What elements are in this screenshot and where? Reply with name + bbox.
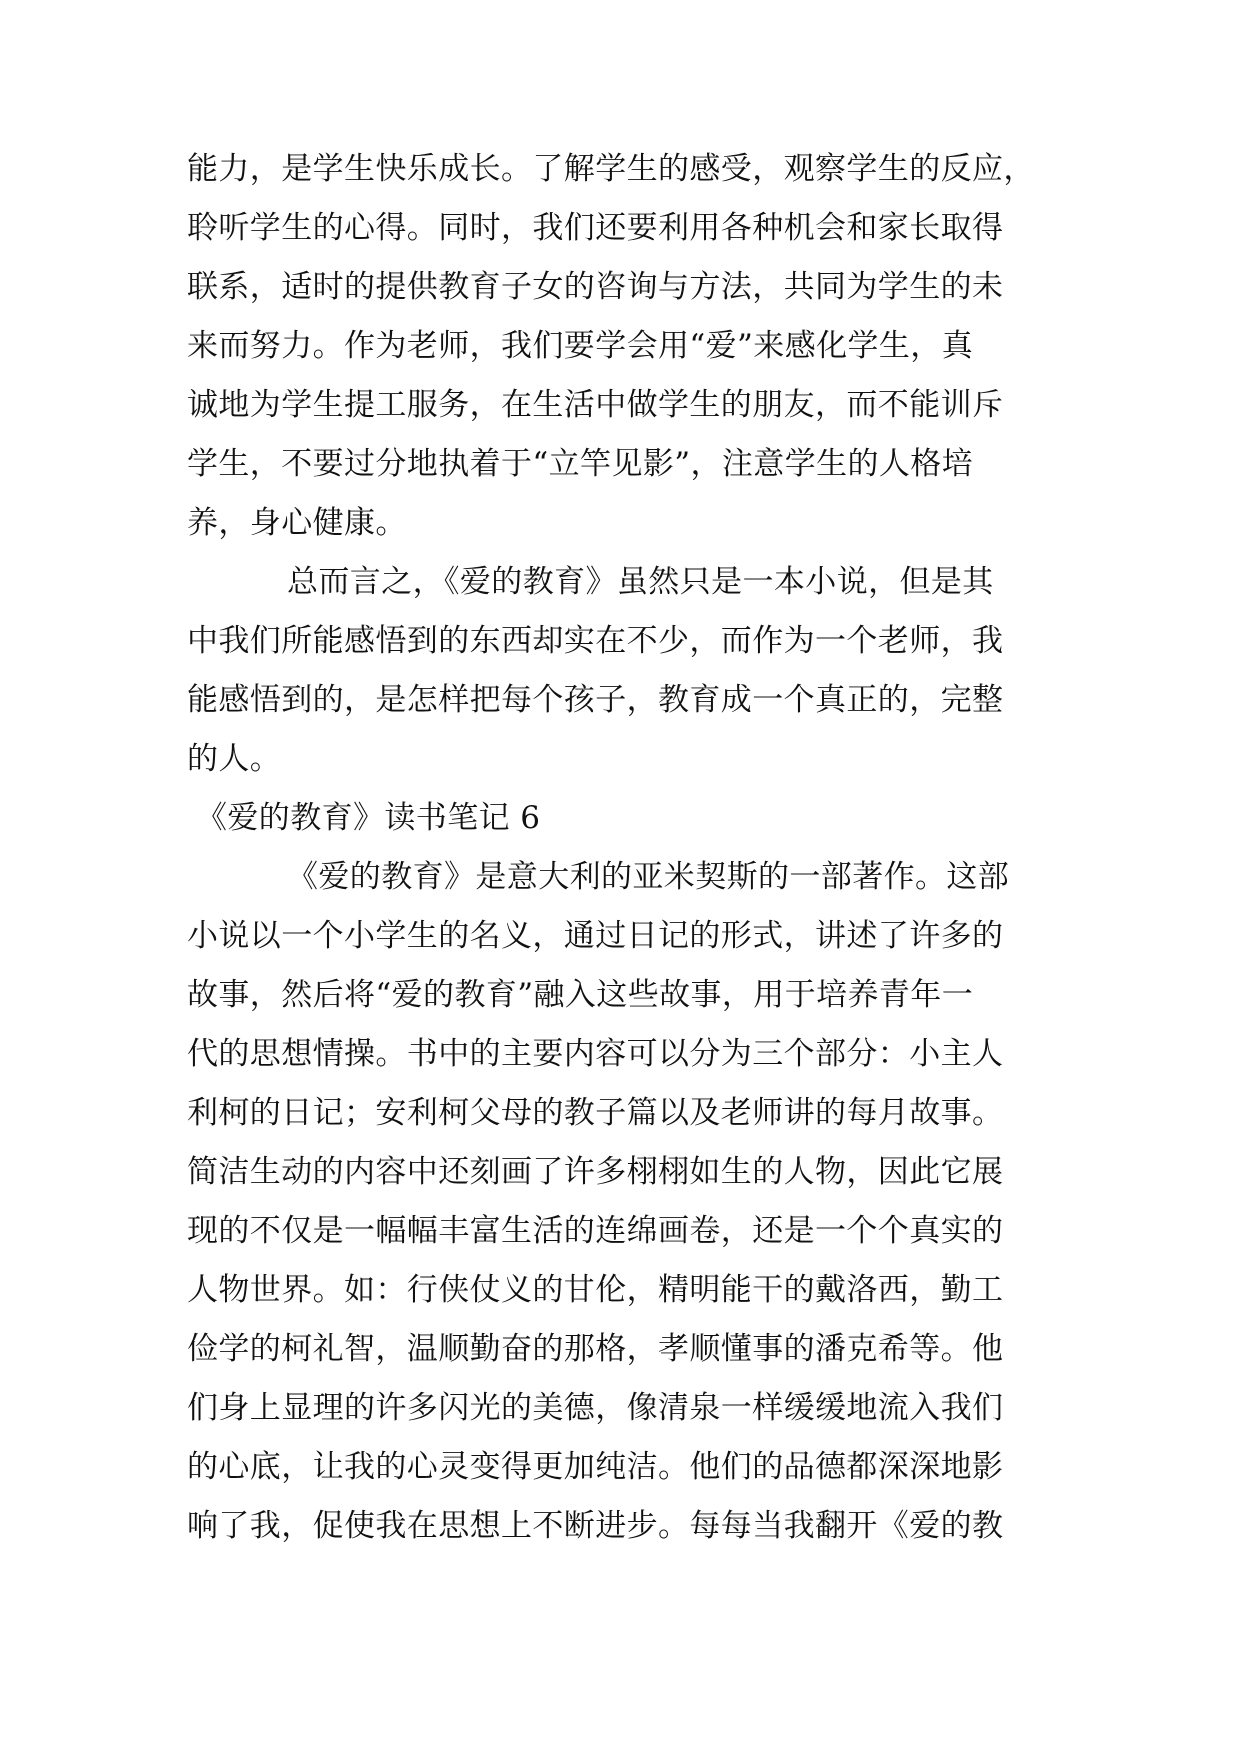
text-line: 能感悟到的，是怎样把每个孩子，教育成一个真正的，完整 [187, 682, 1004, 718]
text-line: 联系，适时的提供教育子女的咨询与方法，共同为学生的未 [187, 269, 1004, 305]
text-line: 能力，是学生快乐成长。了解学生的感受，观察学生的反应， [187, 151, 1035, 187]
section-heading: 《爱的教育》读书笔记 6 [196, 800, 541, 836]
paragraph-first-line: 总而言之，《爱的教育》虽然只是一本小说，但是其 [287, 564, 994, 600]
text-line: 故事，然后将“爱的教育”融入这些故事，用于培养青年一 [187, 977, 974, 1013]
text-line: 来而努力。作为老师，我们要学会用“爱”来感化学生，真 [187, 328, 974, 364]
text-line: 人物世界。如：行侠仗义的甘伦，精明能干的戴洛西，勤工 [187, 1272, 1004, 1308]
text-line: 简洁生动的内容中还刻画了许多栩栩如生的人物，因此它展 [187, 1154, 1004, 1190]
text-line: 小说以一个小学生的名义，通过日记的形式，讲述了许多的 [187, 918, 1004, 954]
text-line: 现的不仅是一幅幅丰富生活的连绵画卷，还是一个个真实的 [187, 1213, 1004, 1249]
text-line: 的心底，让我的心灵变得更加纯洁。他们的品德都深深地影 [187, 1449, 1004, 1485]
text-line: 养，身心健康。 [187, 505, 407, 541]
text-line: 响了我，促使我在思想上不断进步。每每当我翻开《爱的教 [187, 1508, 1004, 1544]
text-line: 代的思想情操。书中的主要内容可以分为三个部分：小主人 [187, 1036, 1004, 1072]
text-line: 们身上显理的许多闪光的美德，像清泉一样缓缓地流入我们 [187, 1390, 1004, 1426]
text-line: 学生，不要过分地执着于“立竿见影”，注意学生的人格培 [187, 446, 974, 482]
text-line: 利柯的日记；安利柯父母的教子篇以及老师讲的每月故事。 [187, 1095, 1004, 1131]
text-line: 的人。 [187, 741, 282, 777]
paragraph-first-line: 《爱的教育》是意大利的亚米契斯的一部著作。这部 [287, 859, 1010, 895]
body-text [187, 140, 1057, 1556]
text-line: 俭学的柯礼智，温顺勤奋的那格，孝顺懂事的潘克希等。他 [187, 1331, 1004, 1367]
text-line: 中我们所能感悟到的东西却实在不少，而作为一个老师，我 [187, 623, 1004, 659]
text-line: 聆听学生的心得。同时，我们还要利用各种机会和家长取得 [187, 210, 1004, 246]
text-line: 诚地为学生提工服务，在生活中做学生的朋友，而不能训斥 [187, 387, 1004, 423]
